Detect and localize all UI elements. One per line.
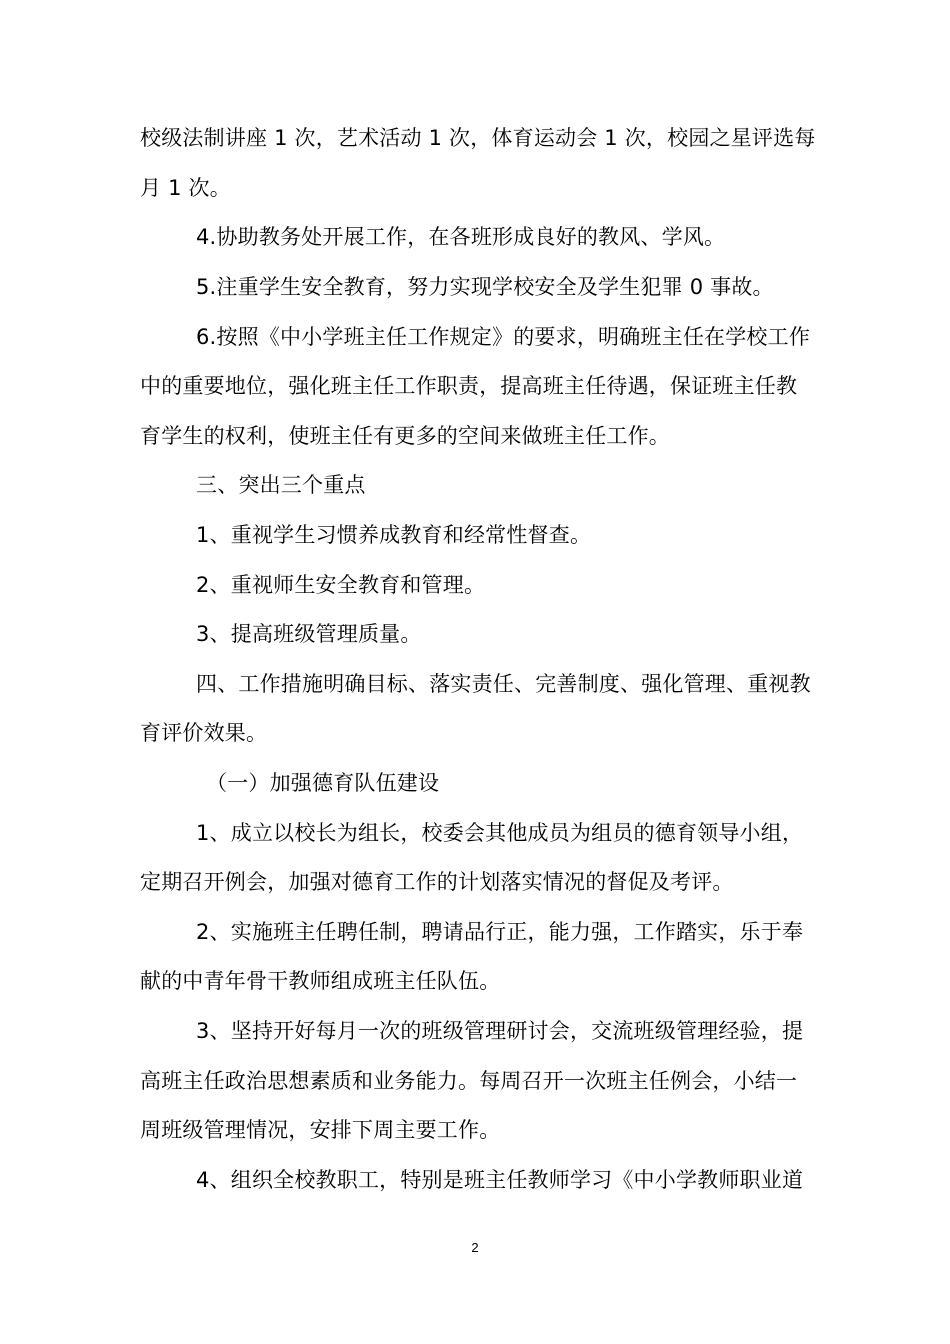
section-heading: 三、突出三个重点 (196, 473, 366, 497)
text-line: 3、坚持开好每月一次的班级管理研讨会，交流班级管理经验，提 (196, 1019, 804, 1043)
text-line: 6.按照《中小学班主任工作规定》的要求，明确班主任在学校工作 (196, 325, 811, 349)
text-line: 高班主任政治思想素质和业务能力。每周召开一次班主任例会，小结一 (140, 1069, 798, 1093)
text-line: 3、提高班级管理质量。 (196, 622, 422, 646)
text-line: 定期召开例会，加强对德育工作的计划落实情况的督促及考评。 (140, 870, 734, 894)
text-line: 4.协助教务处开展工作，在各班形成良好的教风、学风。 (196, 225, 726, 249)
text-line: 月 1 次。 (140, 176, 231, 200)
subsection-heading: （一）加强德育队伍建设 (206, 771, 440, 795)
text-line: 2、实施班主任聘任制，聘请品行正，能力强，工作踏实，乐于奉 (196, 920, 804, 944)
text-line: 育评价效果。 (140, 721, 268, 745)
page-number: 2 (471, 1240, 479, 1255)
text-line: 2、重视师生安全教育和管理。 (196, 573, 486, 597)
text-line: 5.注重学生安全教育，努力实现学校安全及学生犯罪 0 事故。 (196, 275, 774, 299)
section-heading: 四、工作措施明确目标、落实责任、完善制度、强化管理、重视教 (196, 672, 811, 696)
text-line: 中的重要地位，强化班主任工作职责，提高班主任待遇，保证班主任教 (140, 374, 798, 398)
text-line: 献的中青年骨干教师组成班主任队伍。 (140, 969, 501, 993)
text-line: 1、重视学生习惯养成教育和经常性督查。 (196, 523, 592, 547)
text-line: 1、成立以校长为组长，校委会其他成员为组员的德育领导小组， (196, 821, 804, 845)
text-line: 4、组织全校教职工，特别是班主任教师学习《中小学教师职业道 (196, 1168, 804, 1192)
text-line: 校级法制讲座 1 次，艺术活动 1 次，体育运动会 1 次，校园之星评选每 (140, 126, 816, 150)
text-line: 周班级管理情况，安排下周主要工作。 (140, 1118, 501, 1142)
text-line: 育学生的权利，使班主任有更多的空间来做班主任工作。 (140, 424, 670, 448)
